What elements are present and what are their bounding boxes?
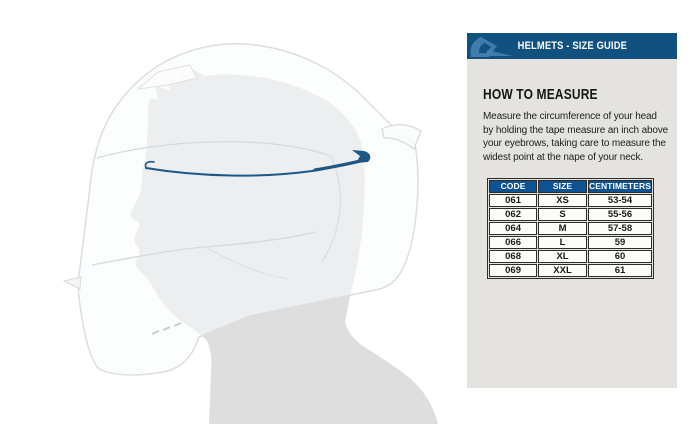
size-guide-title: HELMETS - SIZE GUIDE xyxy=(517,40,627,52)
table-row xyxy=(489,250,652,263)
table-row xyxy=(489,222,652,235)
instruction-line: by holding the tape measure an inch above xyxy=(483,124,669,136)
column-header-centimeters: CENTIMETERS xyxy=(588,181,651,191)
code-cell: 061 xyxy=(489,194,537,207)
table-header-row xyxy=(489,180,652,193)
table-row xyxy=(489,236,652,249)
brand-logo-icon xyxy=(468,35,514,59)
cm-cell: 59 xyxy=(588,236,652,249)
instruction-line: your eyebrows, taking care to measure the xyxy=(483,138,666,149)
code-cell: 068 xyxy=(489,250,537,263)
table-row xyxy=(489,208,652,221)
column-header-code: CODE xyxy=(489,180,537,193)
panel-header-bar xyxy=(467,33,677,59)
cm-cell: 57-58 xyxy=(588,222,652,235)
helmet-chin-lip xyxy=(64,277,81,289)
code-cell: 069 xyxy=(489,264,537,277)
cm-cell: 53-54 xyxy=(588,194,652,207)
size-cell: XL xyxy=(538,250,587,263)
size-cell: S xyxy=(538,208,587,221)
panel-body xyxy=(467,59,677,388)
size-table xyxy=(487,178,654,279)
size-cell: L xyxy=(538,236,587,249)
size-guide-panel xyxy=(467,33,677,388)
instruction-line: widest point at the nape of your neck. xyxy=(483,151,643,163)
instruction-line: Measure the circumference of your head xyxy=(483,111,657,122)
size-cell: M xyxy=(538,222,587,235)
cm-cell: 55-56 xyxy=(588,208,652,221)
code-cell: 066 xyxy=(489,236,537,249)
cm-cell: 61 xyxy=(588,264,652,277)
measure-instructions xyxy=(483,110,669,164)
size-cell: XXL xyxy=(538,264,587,277)
code-cell: 062 xyxy=(489,208,537,221)
cm-cell: 60 xyxy=(588,250,652,263)
size-cell: XS xyxy=(538,194,587,207)
column-header-size: SIZE xyxy=(538,180,587,193)
table-row xyxy=(489,264,652,277)
table-row xyxy=(489,194,652,207)
how-to-measure-heading: HOW TO MEASURE xyxy=(483,86,598,103)
code-cell: 064 xyxy=(489,222,537,235)
